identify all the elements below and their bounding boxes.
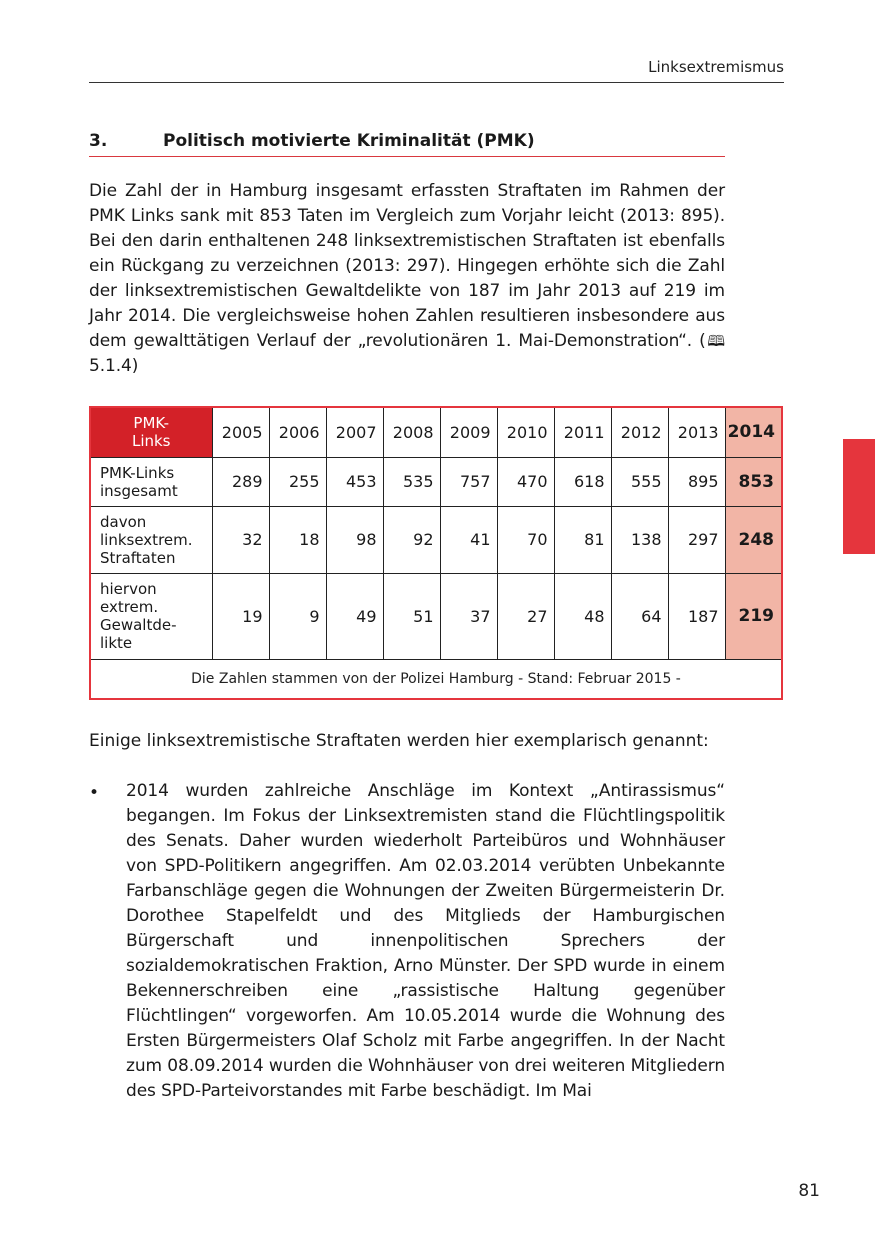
table-cell: 41 (440, 506, 497, 573)
section-number: 3. (89, 131, 108, 151)
year-header: 2009 (440, 408, 497, 457)
row-label: hiervon extrem. Gewaltde- likte (91, 573, 212, 659)
intro-paragraph (89, 179, 725, 379)
section-title: Politisch motivierte Kriminalität (PMK) (163, 131, 535, 151)
table-cell: 618 (554, 457, 611, 506)
table-cell: 138 (611, 506, 668, 573)
table-cell: 49 (326, 573, 383, 659)
table-cell: 470 (497, 457, 554, 506)
table-source-note: Die Zahlen stammen von der Polizei Hamburg - Stand: Februar 2015 - (191, 671, 681, 687)
table-cell: 92 (383, 506, 440, 573)
table-cell-current: 248 (725, 506, 781, 573)
statistics-table-frame (89, 406, 783, 700)
section-heading (89, 131, 725, 157)
table-cell: 27 (497, 573, 554, 659)
chapter-thumb-tab (843, 439, 875, 554)
table-cell: 9 (269, 573, 326, 659)
year-header: 2013 (668, 408, 725, 457)
table-corner-label: PMK- Links (91, 408, 212, 457)
intro-text: Die Zahl der in Hamburg insgesamt erfassten Straftaten im Rahmen der PMK Links sank mit 853 Taten im Vergleich zum Vorjahr leicht (2013: 895). Bei den darin enthaltenen 248 linksextremistischen Straftaten ist ebenfalls ein Rückgang zu verzeichnen (2013: 297). Hingegen erhöhte sich die Zahl der linksextremistischen Gewaltdelikte von 187 im Jahr 2013 auf 219 im Jahr 2014. Die vergleichsweise hohen Zahlen resultieren insbesondere aus dem gewalttätigen Verlauf der „revolutionären 1. Mai-Demonstration“. ( (89, 181, 725, 351)
table-cell: 255 (269, 457, 326, 506)
row-label: davon linksextrem. Straftaten (91, 506, 212, 573)
page-number: 81 (798, 1181, 820, 1201)
table-cell: 895 (668, 457, 725, 506)
cross-reference: 5.1.4) (89, 356, 139, 376)
row-label: PMK-Links insgesamt (91, 457, 212, 506)
table-cell: 98 (326, 506, 383, 573)
table-cell: 555 (611, 457, 668, 506)
year-header: 2006 (269, 408, 326, 457)
table-cell: 19 (212, 573, 269, 659)
table-cell: 32 (212, 506, 269, 573)
table-row (91, 506, 781, 573)
bullet-paragraph: 2014 wurden zahlreiche Anschläge im Kontext „Antirassismus“ begangen. Im Fokus der Linksextremisten stand die Flüchtlingspolitik des Senats. Daher wurden wiederholt Parteibüros und Wohnhäuser von SPD-Politikern angegriffen. Am 02.03.2014 verübten Unbekannte Farbanschläge gegen die Wohnungen der Zweiten Bürgermeisterin Dr. Dorothee Stapelfeldt und des Mitglieds der Hamburgischen Bürgerschaft und innenpolitischen Sprechers der sozialdemokratischen Fraktion, Arno Münster. Der SPD wurde in einem Bekennerschreiben eine „rassistische Haltung gegenüber Flüchtlingen“ vorgeworfen. Am 10.05.2014 wurde die Wohnung des Ersten Bürgermeisters Olaf Scholz mit Farbe angegriffen. In der Nacht zum 08.09.2014 wurden die Wohnhäuser von drei weiteren Mitgliedern des SPD-Parteivorstandes mit Farbe beschädigt. Im Mai (126, 781, 725, 1101)
bullet-icon: • (89, 783, 100, 803)
year-header-current: 2014 (725, 408, 781, 457)
table-row (91, 573, 781, 659)
table-header-row (91, 408, 781, 457)
table-cell: 48 (554, 573, 611, 659)
year-header: 2008 (383, 408, 440, 457)
table-cell: 37 (440, 573, 497, 659)
year-header: 2007 (326, 408, 383, 457)
table-cell: 187 (668, 573, 725, 659)
table-cell: 64 (611, 573, 668, 659)
table-cell: 70 (497, 506, 554, 573)
table-cell: 81 (554, 506, 611, 573)
table-cell: 289 (212, 457, 269, 506)
header-rule (89, 82, 784, 83)
year-header: 2011 (554, 408, 611, 457)
table-cell: 757 (440, 457, 497, 506)
book-icon: 🕮 (705, 332, 725, 350)
year-header: 2012 (611, 408, 668, 457)
table-cell: 453 (326, 457, 383, 506)
table-cell: 18 (269, 506, 326, 573)
table-cell-current: 219 (725, 573, 781, 659)
table-cell-current: 853 (725, 457, 781, 506)
table-cell: 51 (383, 573, 440, 659)
statistics-table (91, 408, 781, 660)
running-header: Linksextremismus (648, 58, 784, 76)
year-header: 2010 (497, 408, 554, 457)
table-cell: 535 (383, 457, 440, 506)
table-row (91, 457, 781, 506)
examples-intro: Einige linksextremistische Straftaten werden hier exemplarisch genannt: (89, 731, 709, 751)
table-cell: 297 (668, 506, 725, 573)
year-header: 2005 (212, 408, 269, 457)
